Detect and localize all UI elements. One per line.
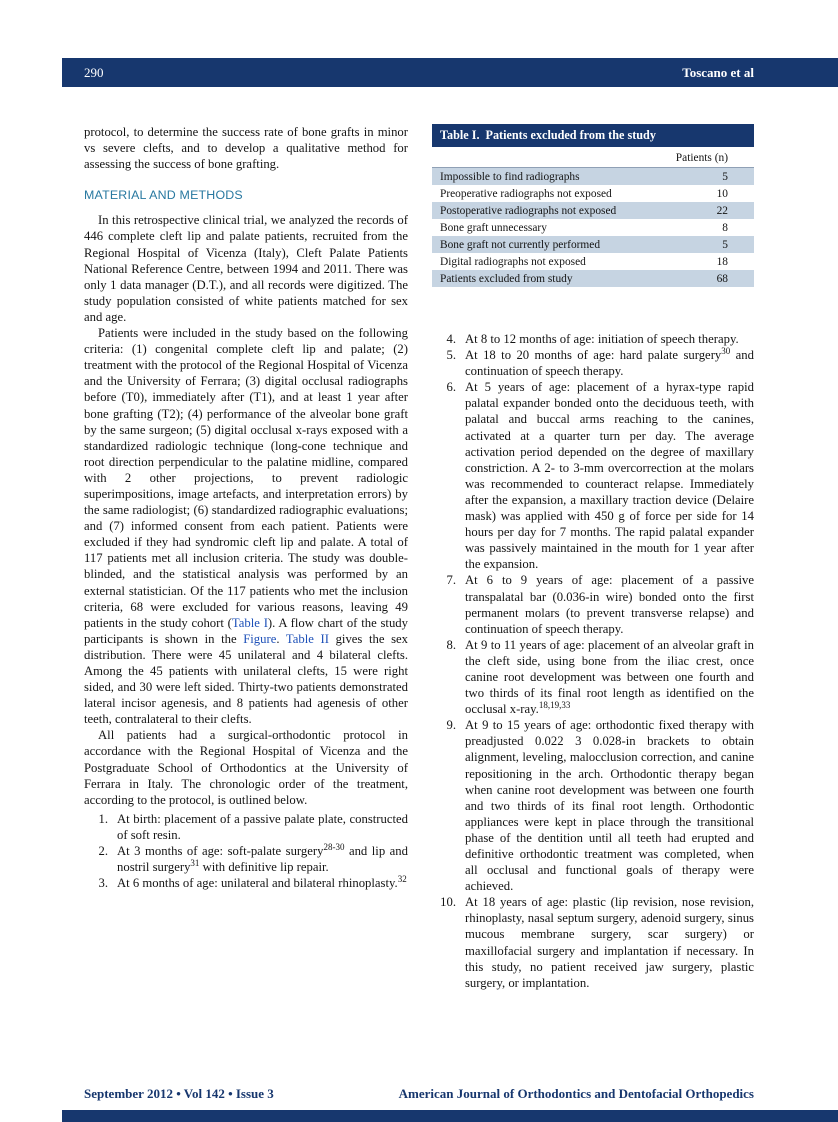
- list-item-text: [117, 875, 408, 891]
- text-segment: At 8 to 12 months of age: initiation of speech therapy.: [465, 332, 739, 346]
- text-segment: .: [276, 631, 286, 646]
- table-row-value: 18: [716, 255, 728, 268]
- list-item-text: [465, 717, 754, 894]
- table-row: [432, 236, 754, 253]
- text-segment: At 5 years of age: placement of a hyrax-type rapid palatal expander bonded onto the deciduous teeth, with palatal and buccal arms reaching to the canines, activated at a quarter turn per day. The average activation period depended on the degree of maxillary constriction. A 2- to 3-mm overcorrection at the molars was recommended to counteract relapse. Immediately after the expansion, a maxillary traction device (Delaire mask) was applied with 450 g of force per side for 14 hours per day for 7 months. The rapid palatal expander was passively maintained in the mouth for 1 year after the expansion.: [465, 380, 754, 572]
- list-item-number: 8.: [446, 637, 456, 652]
- footer-issue-info: September 2012 • Vol 142 • Issue 3: [84, 1086, 274, 1101]
- page-header-bar: [62, 58, 838, 87]
- table-caption-label: Table I.: [440, 128, 480, 142]
- table-row: [432, 270, 754, 287]
- table-row-label: Patients excluded from study: [440, 272, 573, 285]
- text-segment: At 18 years of age: plastic (lip revision, nose revision, rhinoplasty, nasal septum surgery, adenoid surgery, sinus mucous membrane surgery, scar surgery) or maxillofacial surgery and implantation if necessary. In this study, no patient received jaw surgery, plastic surgery, or implantation.: [465, 895, 754, 990]
- text-segment: gives the sex distribution. There were 45 unilateral and 4 bilateral clefts. Among the 45 patients with unilateral clefts, 15 were right sided, and 30 were left sided. Thirty-two patients demonstrated lateral incisor agenesis, and 8 patients had agenesis of other teeth, contralateral to their clefts.: [84, 631, 408, 727]
- table-row-label: Postoperative radiographs not exposed: [440, 204, 617, 217]
- article-body: [84, 124, 754, 991]
- body-paragraph: [84, 325, 408, 727]
- cross-reference-link[interactable]: Figure: [243, 631, 277, 646]
- text-segment: At 9 to 15 years of age: orthodontic fixed therapy with preadjusted 0.022 3 0.028-in brackets to obtain alignment, leveling, malocclusion correction, and canine repositioning in the arch. Orthodontic therapy began when canine root development was between one fourth and two thirds of its final root length. Orthodontic appliances were kept in place through the transitional phase of the dentition until all teeth had erupted and definitive orthodontic treatment was completed, when all occlusal and functional goals of therapy were achieved.: [465, 718, 754, 894]
- text-segment: At 9 to 11 years of age: placement of an alveolar graft in the cleft side, using bone from the iliac crest, once canine root development was between one fourth and two thirds of its final root length as identified on the occlusal x-ray.: [465, 637, 754, 717]
- table-row-value: 5: [722, 238, 728, 251]
- list-item-text: [465, 894, 754, 991]
- list-item-number: 1.: [98, 811, 108, 826]
- cross-reference-link[interactable]: Table I: [231, 615, 268, 630]
- list-item: [432, 637, 754, 717]
- list-item: [84, 875, 408, 891]
- table-row-label: Digital radiographs not exposed: [440, 255, 586, 268]
- list-item-text: [117, 843, 408, 875]
- table-row: [432, 219, 754, 236]
- table-row: [432, 185, 754, 202]
- treatment-protocol-steps-1-3: [84, 811, 408, 891]
- table-row: [432, 202, 754, 219]
- list-item-text: [465, 572, 754, 636]
- text-segment: and continuation of speech therapy.: [465, 348, 754, 379]
- list-item-text: [117, 811, 408, 843]
- table-row-value: 5: [722, 170, 728, 183]
- table-caption-text: Patients excluded from the study: [485, 128, 656, 142]
- right-column: [432, 124, 754, 991]
- list-item: [432, 894, 754, 991]
- table-row-label: Bone graft unnecessary: [440, 221, 547, 234]
- list-item-number: 5.: [446, 348, 456, 363]
- text-segment: ). A flow chart of the study participants is shown in the: [84, 615, 408, 646]
- table-row-value: 8: [722, 221, 728, 234]
- cross-reference-link[interactable]: Table II: [285, 631, 329, 646]
- text-segment: At 3 months of age: soft-palate surgery: [117, 844, 324, 859]
- list-item-number: 10.: [440, 895, 456, 910]
- list-item-number: 6.: [446, 380, 456, 395]
- footer-journal-name: American Journal of Orthodontics and Dentofacial Orthopedics: [398, 1086, 754, 1101]
- body-paragraph: All patients had a surgical-orthodontic protocol in accordance with the Regional Hospital of Vicenza and the Postgraduate School of Orthodontics at the University of Ferrara in Italy. The chronologic order of the treatment, according to the protocol, is outlined below.: [84, 728, 408, 807]
- list-item-number: 9.: [446, 718, 456, 733]
- table-row-label: Impossible to find radiographs: [440, 170, 580, 183]
- list-item: [432, 717, 754, 894]
- citation-superscript: 32: [397, 873, 407, 884]
- table-row: [432, 168, 754, 185]
- table-1-patients-excluded: [432, 124, 754, 287]
- text-segment: At birth: placement of a passive palate plate, constructed of soft resin.: [117, 811, 408, 842]
- body-paragraph: protocol, to determine the success rate of bone grafts in minor vs severe clefts, and to develop a qualitative method for assessing the success of bone grafting.: [84, 125, 408, 172]
- text-segment: with definitive lip repair.: [199, 860, 329, 875]
- list-item-number: 7.: [446, 573, 456, 588]
- running-head-authors: Toscano et al: [682, 64, 754, 80]
- section-heading-material-and-methods: MATERIAL AND METHODS: [84, 188, 243, 203]
- citation-superscript: 31: [190, 857, 200, 868]
- list-item: [432, 347, 754, 379]
- text-segment: Patients were included in the study based on the following criteria: (1) congenital complete cleft lip and palate; (2) treatment with the protocol of the Regional Hospital of Vicenza and the University of Ferrara; (3) digital occlusal radiographs before (T0), immediately after (T1), and at least 1 year after bone grafting (T2); (4) performance of the alveolar bone graft by the same surgeon; (5) digital occlusal x-rays exposed with a standardized radiologic technique (long-cone technique and root direction perpendicular to the palatine midline, compared with 2 other projections, to prevent radiologic superimpositions, image artefacts, and interpretation errors) by the same radiologist; (6) standardized radiographic evaluations; and (7) informed consent from each patient. Patients were excluded if they had syndromic cleft lip and palate. A total of 117 patients met all inclusion criteria. The study was double-blinded, and the statistical analysis was performed by an external statistician. Of the 117 patients who met the inclusion criteria, 68 were excluded for various reasons, leaving 49 patients in the study cohort (: [84, 326, 408, 630]
- table-row-label: Preoperative radiographs not exposed: [440, 187, 612, 200]
- table-row-label: Bone graft not currently performed: [440, 238, 601, 251]
- page-footer: [84, 1086, 754, 1102]
- text-segment: At 6 months of age: unilateral and bilateral rhinoplasty.: [117, 876, 398, 891]
- table-row-value: 10: [716, 187, 728, 200]
- citation-superscript: 30: [721, 345, 731, 356]
- table-row: [432, 253, 754, 270]
- list-item-number: 2.: [98, 844, 108, 859]
- treatment-protocol-steps-4-10: [432, 331, 754, 991]
- list-item-number: 3.: [98, 876, 108, 891]
- left-column: [84, 124, 408, 991]
- table-column-header: Patients (n): [675, 152, 728, 164]
- text-segment: At 6 to 9 years of age: placement of a passive transpalatal bar (0.036-in wire) bonded onto the first permanent molars (to prevent transverse relapse) and continuation of speech therapy.: [465, 573, 754, 636]
- text-segment: and lip and nostril surgery: [117, 844, 408, 875]
- list-item: [432, 379, 754, 572]
- table-header-row: [432, 147, 754, 168]
- bottom-rule-bar: [62, 1110, 838, 1122]
- list-item-text: [465, 637, 754, 717]
- list-item: [432, 331, 754, 347]
- citation-superscript: 18,19,33: [538, 699, 571, 710]
- table-row-value: 68: [716, 272, 728, 285]
- list-item-text: [465, 347, 754, 379]
- list-item-text: [465, 331, 754, 347]
- list-item: [84, 843, 408, 875]
- page-number: 290: [84, 64, 104, 80]
- table-caption-bar: [432, 124, 754, 147]
- text-segment: At 18 to 20 months of age: hard palate surgery: [465, 348, 722, 363]
- table-row-value: 22: [716, 204, 728, 217]
- body-paragraph: In this retrospective clinical trial, we analyzed the records of 446 complete cleft lip and palate patients, recruited from the Regional Hospital of Vicenza (Italy), Cleft Palate Patients National Reference Centre, between 1994 and 2011. There was only 1 data manager (D.T.), and all records were digitized. The study population consisted of white patients matched for sex and age.: [84, 213, 408, 324]
- list-item: [84, 811, 408, 843]
- list-item: [432, 572, 754, 636]
- list-item-text: [465, 379, 754, 572]
- list-item-number: 4.: [446, 332, 456, 346]
- citation-superscript: 28-30: [323, 841, 345, 852]
